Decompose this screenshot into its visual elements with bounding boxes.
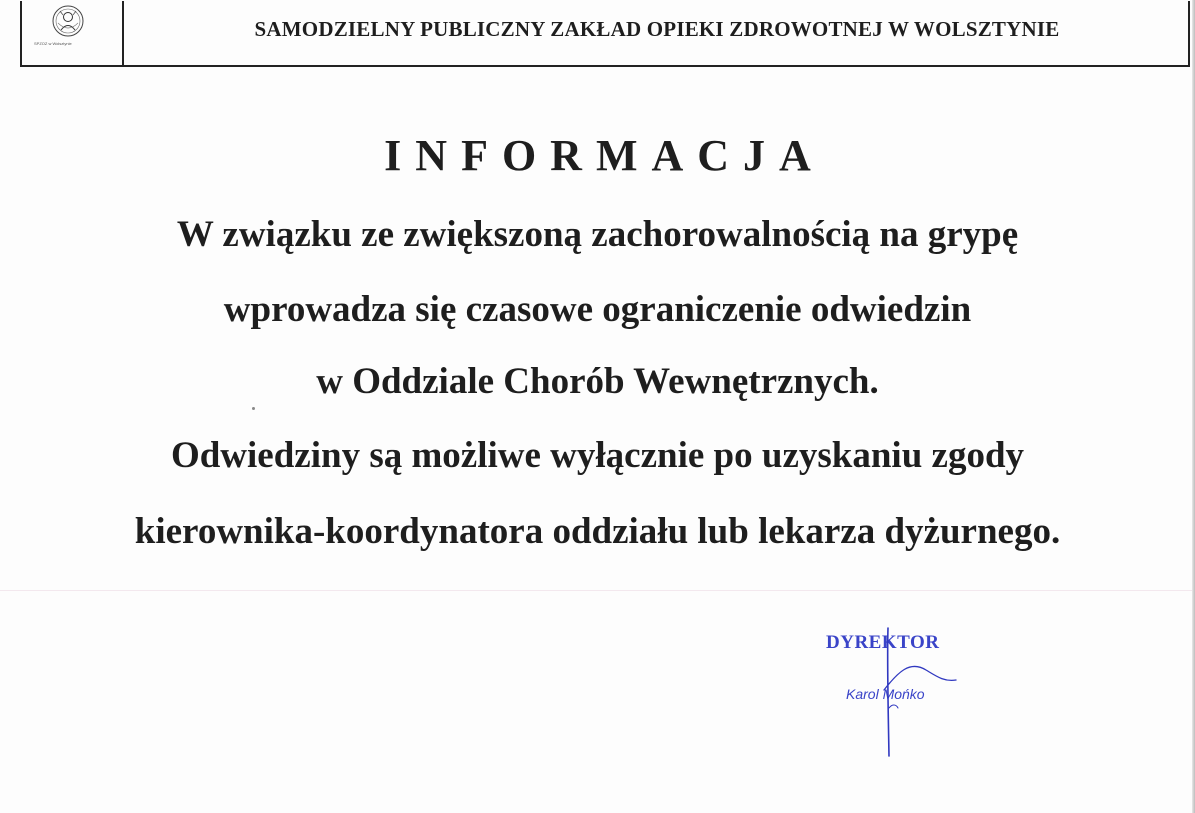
stamp-title: DYREKTOR [826,632,940,653]
stamp-name: Karol Mońko [846,686,925,702]
notice-heading: INFORMACJA [384,131,825,180]
hospital-seal-icon [24,1,124,65]
scan-artifact-line [0,590,1195,591]
notice-line: W związku ze zwiększoną zachorowalnością na grypę [176,214,1019,255]
notice-line: Odwiedziny są możliwe wyłącznie po uzyskaniu zgody [170,435,1025,476]
handwritten-signature-icon [870,620,980,760]
notice-line: w Oddziale Chorób Wewnętrznych. [316,361,879,402]
logo [24,1,124,65]
logo-caption: SPZOZ w Wolsztynie [34,41,72,46]
notice-line: wprowadza się czasowe ograniczenie odwiedzin [223,289,972,330]
institution-name: SAMODZIELNY PUBLICZNY ZAKŁAD OPIEKI ZDROWOTNEJ W WOLSZTYNIE [254,17,1060,41]
notice-line: kierownika-koordynatora oddziału lub lekarza dyżurnego. [134,511,1061,552]
scan-speck [252,407,255,410]
letterhead [20,1,1190,67]
header-divider [122,1,124,65]
